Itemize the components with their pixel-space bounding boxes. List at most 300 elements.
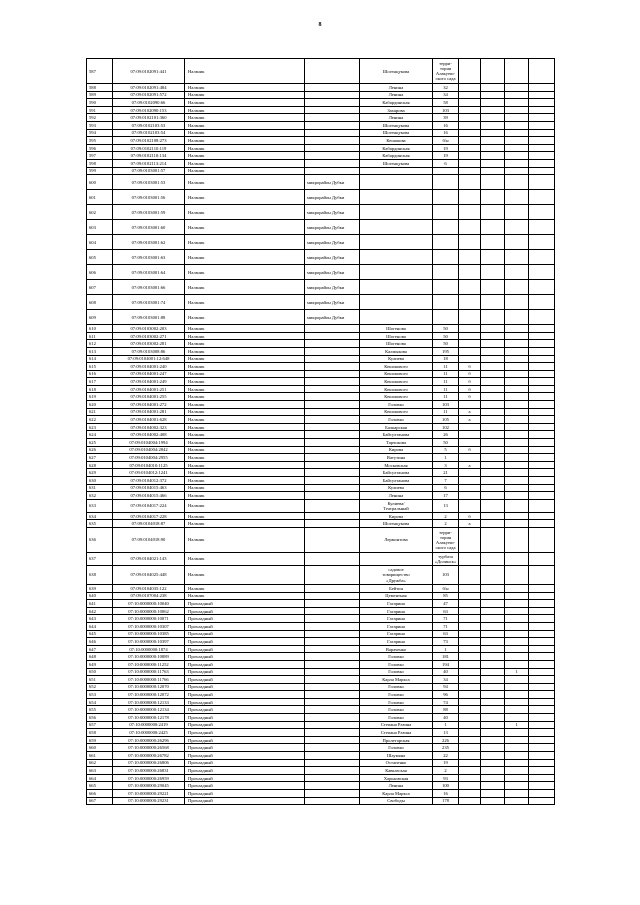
table-row <box>87 99 555 107</box>
street-name <box>360 265 433 280</box>
house-number: 85 <box>433 592 459 600</box>
record-number: 614 <box>87 355 113 363</box>
table-row <box>87 416 555 424</box>
table-row <box>87 615 555 623</box>
settlement: Прохладный <box>185 790 305 798</box>
extra-cell <box>505 744 529 752</box>
cadastral-number: 07:09:0104001:281 <box>113 408 185 416</box>
street-name: Шаумяна <box>360 752 433 760</box>
microdistrict <box>305 114 360 122</box>
record-number: 618 <box>87 385 113 393</box>
extra-cell <box>481 408 505 416</box>
extra-cell <box>505 250 529 265</box>
street-name <box>360 310 433 325</box>
house-letter <box>459 782 481 790</box>
street-name: Головко <box>360 668 433 676</box>
cadastral-number: 07:10:0000000:12070 <box>113 683 185 691</box>
house-letter <box>459 137 481 145</box>
street-name: Пролетарская <box>360 736 433 744</box>
street-name: Кешокового <box>360 370 433 378</box>
street-name: Гагарина <box>360 607 433 615</box>
extra-cell <box>505 446 529 454</box>
microdistrict: микрорайон Дубки <box>305 250 360 265</box>
table-row <box>87 152 555 160</box>
extra-cell <box>481 144 505 152</box>
cadastral-number: 07:09:0103001:64 <box>113 265 185 280</box>
house-number: 34 <box>433 676 459 684</box>
house-number: 71 <box>433 615 459 623</box>
cadastral-number: 07:10:0000000:29221 <box>113 790 185 798</box>
microdistrict <box>305 660 360 668</box>
house-number: 22 <box>433 752 459 760</box>
extra-cell <box>505 552 529 565</box>
house-number: 13 <box>433 729 459 737</box>
extra-cell <box>529 607 555 615</box>
record-number: 594 <box>87 129 113 137</box>
settlement: Прохладный <box>185 706 305 714</box>
table-row <box>87 235 555 250</box>
record-number: 647 <box>87 645 113 653</box>
microdistrict <box>305 340 360 348</box>
house-letter: а <box>459 520 481 528</box>
settlement: Прохладный <box>185 622 305 630</box>
record-number: 662 <box>87 759 113 767</box>
table-row <box>87 759 555 767</box>
extra-cell <box>505 332 529 340</box>
street-name: Шогенова <box>360 332 433 340</box>
extra-cell <box>505 347 529 355</box>
extra-cell <box>529 454 555 462</box>
microdistrict <box>305 729 360 737</box>
microdistrict <box>305 385 360 393</box>
extra-cell <box>505 265 529 280</box>
extra-cell <box>481 499 505 512</box>
table-row <box>87 552 555 565</box>
extra-cell <box>529 340 555 348</box>
house-letter <box>459 144 481 152</box>
extra-cell <box>481 691 505 699</box>
street-name: Кирова <box>360 446 433 454</box>
house-letter <box>459 638 481 646</box>
house-number <box>433 175 459 190</box>
house-number: 11 <box>433 363 459 371</box>
house-number: турбаза «Долинск» <box>433 552 459 565</box>
extra-cell <box>505 416 529 424</box>
microdistrict: микрорайон Дубки <box>305 295 360 310</box>
table-row <box>87 144 555 152</box>
microdistrict <box>305 91 360 99</box>
cadastral-number: 07:09:0102103:53 <box>113 121 185 129</box>
cadastral-number: 07:09:0104021:143 <box>113 552 185 565</box>
street-name <box>360 205 433 220</box>
settlement: Прохладный <box>185 744 305 752</box>
street-name: Кешокова <box>360 137 433 145</box>
extra-cell <box>481 653 505 661</box>
house-letter <box>459 167 481 175</box>
house-number <box>433 167 459 175</box>
house-number: 11 <box>433 393 459 401</box>
microdistrict <box>305 638 360 646</box>
table-row <box>87 175 555 190</box>
table-row <box>87 363 555 371</box>
cadastral-number: 07:10:0000000:12072 <box>113 691 185 699</box>
settlement: Нальчик <box>185 310 305 325</box>
extra-cell <box>481 325 505 333</box>
cadastral-number: 07:10:0000000:12134 <box>113 706 185 714</box>
record-number: 666 <box>87 790 113 798</box>
record-number: 665 <box>87 782 113 790</box>
table-row <box>87 607 555 615</box>
table-row <box>87 129 555 137</box>
settlement: Нальчик <box>185 565 305 584</box>
table-row <box>87 512 555 520</box>
extra-cell <box>529 499 555 512</box>
record-number: 628 <box>87 461 113 469</box>
cadastral-number: 07:09:0102091:572 <box>113 91 185 99</box>
settlement: Прохладный <box>185 668 305 676</box>
extra-cell <box>529 295 555 310</box>
extra-cell <box>481 469 505 477</box>
cadastral-number: 07:09:0104012:1241 <box>113 469 185 477</box>
extra-cell <box>481 698 505 706</box>
extra-cell <box>529 676 555 684</box>
house-number: 102 <box>433 423 459 431</box>
cadastral-number: 07:09:0102090:66 <box>113 99 185 107</box>
table-row <box>87 190 555 205</box>
settlement: Нальчик <box>185 106 305 114</box>
table-row <box>87 106 555 114</box>
table-row <box>87 446 555 454</box>
settlement: Нальчик <box>185 205 305 220</box>
street-name <box>360 280 433 295</box>
record-number: 613 <box>87 347 113 355</box>
house-number: 71 <box>433 622 459 630</box>
house-letter <box>459 295 481 310</box>
table-row <box>87 408 555 416</box>
microdistrict <box>305 106 360 114</box>
settlement: Нальчик <box>185 129 305 137</box>
extra-cell <box>529 752 555 760</box>
settlement: Прохладный <box>185 782 305 790</box>
extra-cell <box>481 527 505 552</box>
extra-cell <box>529 469 555 477</box>
house-number: 235 <box>433 744 459 752</box>
extra-cell <box>481 431 505 439</box>
extra-cell <box>505 790 529 798</box>
extra-cell <box>481 512 505 520</box>
extra-cell <box>481 152 505 160</box>
table-row <box>87 706 555 714</box>
extra-cell <box>505 454 529 462</box>
table-row <box>87 797 555 805</box>
page-number: 8 <box>318 22 322 28</box>
house-number: 17 <box>433 492 459 500</box>
extra-cell <box>505 167 529 175</box>
cadastral-number: 07:10:0000000:10307 <box>113 622 185 630</box>
microdistrict <box>305 370 360 378</box>
extra-cell <box>481 520 505 528</box>
record-number: 638 <box>87 565 113 584</box>
house-number: 50 <box>433 439 459 447</box>
house-letter <box>459 265 481 280</box>
extra-cell <box>481 797 505 805</box>
house-number: 11 <box>433 408 459 416</box>
house-number <box>433 250 459 265</box>
settlement: Нальчик <box>185 393 305 401</box>
cadastral-number: 07:10:0000000:26831 <box>113 767 185 775</box>
extra-cell <box>481 721 505 729</box>
settlement: Прохладный <box>185 653 305 661</box>
extra-cell <box>529 137 555 145</box>
street-name: Московская <box>360 461 433 469</box>
extra-cell <box>505 615 529 623</box>
record-number: 661 <box>87 752 113 760</box>
extra-cell <box>505 378 529 386</box>
cadastral-number: 07:09:0104001:272 <box>113 401 185 409</box>
extra-cell <box>505 370 529 378</box>
table-row <box>87 638 555 646</box>
cadastral-number: 07:10:0000000:11763 <box>113 668 185 676</box>
extra-cell <box>529 461 555 469</box>
settlement: Нальчик <box>185 416 305 424</box>
extra-cell <box>529 790 555 798</box>
cadastral-number: 07:09:0102091:441 <box>113 59 185 84</box>
extra-cell <box>505 423 529 431</box>
extra-cell <box>505 59 529 84</box>
extra-cell: 1 <box>505 721 529 729</box>
house-letter <box>459 484 481 492</box>
record-number: 629 <box>87 469 113 477</box>
extra-cell <box>505 653 529 661</box>
extra-cell <box>505 137 529 145</box>
settlement: Нальчик <box>185 378 305 386</box>
extra-cell <box>505 393 529 401</box>
street-name: Кабардинская <box>360 99 433 107</box>
extra-cell <box>505 461 529 469</box>
extra-cell <box>529 310 555 325</box>
record-number: 651 <box>87 676 113 684</box>
record-number: 654 <box>87 698 113 706</box>
register-body <box>87 59 555 805</box>
house-letter <box>459 91 481 99</box>
house-number: б/н <box>433 137 459 145</box>
extra-cell <box>481 347 505 355</box>
street-name: Вараченко <box>360 645 433 653</box>
extra-cell <box>529 84 555 92</box>
settlement: Нальчик <box>185 584 305 592</box>
cadastral-number: 07:09:0104015:463 <box>113 484 185 492</box>
microdistrict <box>305 446 360 454</box>
microdistrict <box>305 600 360 608</box>
house-letter <box>459 220 481 235</box>
extra-cell <box>481 175 505 190</box>
extra-cell <box>529 408 555 416</box>
table-row <box>87 736 555 744</box>
microdistrict <box>305 492 360 500</box>
extra-cell <box>481 759 505 767</box>
microdistrict <box>305 607 360 615</box>
settlement: Прохладный <box>185 736 305 744</box>
microdistrict <box>305 461 360 469</box>
record-number: 612 <box>87 340 113 348</box>
settlement: Прохладный <box>185 752 305 760</box>
extra-cell <box>481 668 505 676</box>
extra-cell <box>529 645 555 653</box>
table-row <box>87 325 555 333</box>
record-number: 623 <box>87 423 113 431</box>
house-letter <box>459 280 481 295</box>
extra-cell <box>529 797 555 805</box>
extra-cell <box>505 355 529 363</box>
house-number: 178 <box>433 797 459 805</box>
settlement: Нальчик <box>185 477 305 485</box>
record-number: 659 <box>87 736 113 744</box>
house-number <box>433 205 459 220</box>
street-name: Ленина <box>360 492 433 500</box>
extra-cell <box>529 615 555 623</box>
house-number: 16 <box>433 129 459 137</box>
house-number: 5 <box>433 446 459 454</box>
house-letter <box>459 592 481 600</box>
extra-cell <box>481 477 505 485</box>
record-number: 663 <box>87 767 113 775</box>
cadastral-number: 07:09:0103001:59 <box>113 205 185 220</box>
extra-cell <box>505 431 529 439</box>
house-letter <box>459 645 481 653</box>
extra-cell <box>481 99 505 107</box>
settlement: Нальчик <box>185 385 305 393</box>
extra-cell <box>529 401 555 409</box>
street-name: Головко <box>360 416 433 424</box>
house-letter <box>459 683 481 691</box>
house-number: 11 <box>433 385 459 393</box>
house-number: 1 <box>433 721 459 729</box>
street-name: Байсултанова <box>360 469 433 477</box>
house-number: 34 <box>433 91 459 99</box>
settlement: Нальчик <box>185 250 305 265</box>
microdistrict <box>305 137 360 145</box>
extra-cell <box>529 759 555 767</box>
house-number: 226 <box>433 736 459 744</box>
extra-cell <box>481 340 505 348</box>
extra-cell <box>505 600 529 608</box>
cadastral-number: 07:09:0103002:271 <box>113 332 185 340</box>
house-number: б/н <box>433 584 459 592</box>
settlement: Нальчик <box>185 401 305 409</box>
house-number: 16 <box>433 790 459 798</box>
extra-cell <box>505 584 529 592</box>
microdistrict: микрорайон Дубки <box>305 280 360 295</box>
table-row <box>87 347 555 355</box>
table-row <box>87 676 555 684</box>
extra-cell <box>529 660 555 668</box>
extra-cell <box>505 385 529 393</box>
house-letter <box>459 774 481 782</box>
settlement: Нальчик <box>185 340 305 348</box>
house-letter <box>459 59 481 84</box>
microdistrict <box>305 99 360 107</box>
extra-cell <box>529 167 555 175</box>
record-number: 653 <box>87 691 113 699</box>
extra-cell <box>505 729 529 737</box>
extra-cell <box>529 250 555 265</box>
street-name: Кабардинская <box>360 144 433 152</box>
house-letter <box>459 114 481 122</box>
cadastral-number: 07:09:0102091:484 <box>113 84 185 92</box>
settlement: Нальчик <box>185 295 305 310</box>
extra-cell <box>529 729 555 737</box>
house-letter <box>459 698 481 706</box>
extra-cell <box>529 767 555 775</box>
house-number: 21 <box>433 469 459 477</box>
table-row <box>87 630 555 638</box>
microdistrict <box>305 683 360 691</box>
table-row <box>87 767 555 775</box>
microdistrict <box>305 144 360 152</box>
microdistrict <box>305 615 360 623</box>
house-letter: а <box>459 461 481 469</box>
house-number: 11 <box>433 370 459 378</box>
table-row <box>87 114 555 122</box>
record-number: 630 <box>87 477 113 485</box>
microdistrict <box>305 512 360 520</box>
house-number: 103 <box>433 565 459 584</box>
extra-cell <box>529 423 555 431</box>
house-letter <box>459 527 481 552</box>
extra-cell <box>505 280 529 295</box>
cadastral-number: 07:09:0102113:214 <box>113 159 185 167</box>
extra-cell <box>481 622 505 630</box>
record-number: 588 <box>87 84 113 92</box>
extra-cell <box>505 144 529 152</box>
record-number: 611 <box>87 332 113 340</box>
street-name: Кабардинская <box>360 152 433 160</box>
settlement: Нальчик <box>185 325 305 333</box>
extra-cell <box>529 91 555 99</box>
house-letter: б <box>459 512 481 520</box>
record-number: 607 <box>87 280 113 295</box>
extra-cell <box>529 265 555 280</box>
record-number: 617 <box>87 378 113 386</box>
cadastral-number: 07:09:0102090:153 <box>113 106 185 114</box>
house-letter <box>459 721 481 729</box>
record-number: 667 <box>87 797 113 805</box>
street-name: Гагарина <box>360 615 433 623</box>
record-number: 592 <box>87 114 113 122</box>
table-row <box>87 527 555 552</box>
record-number: 624 <box>87 431 113 439</box>
settlement: Нальчик <box>185 461 305 469</box>
record-number: 650 <box>87 668 113 676</box>
table-row <box>87 385 555 393</box>
house-letter: б <box>459 378 481 386</box>
record-number: 597 <box>87 152 113 160</box>
extra-cell <box>505 439 529 447</box>
street-name <box>360 552 433 565</box>
extra-cell <box>481 84 505 92</box>
microdistrict <box>305 744 360 752</box>
extra-cell <box>505 691 529 699</box>
extra-cell <box>505 121 529 129</box>
table-row <box>87 431 555 439</box>
microdistrict <box>305 565 360 584</box>
cadastral-number: 07:09:0104017:228 <box>113 512 185 520</box>
house-number <box>433 280 459 295</box>
extra-cell <box>505 408 529 416</box>
cadastral-number: 07:09:0104035:122 <box>113 584 185 592</box>
street-name: Шогенова <box>360 325 433 333</box>
street-name: Ленина <box>360 114 433 122</box>
